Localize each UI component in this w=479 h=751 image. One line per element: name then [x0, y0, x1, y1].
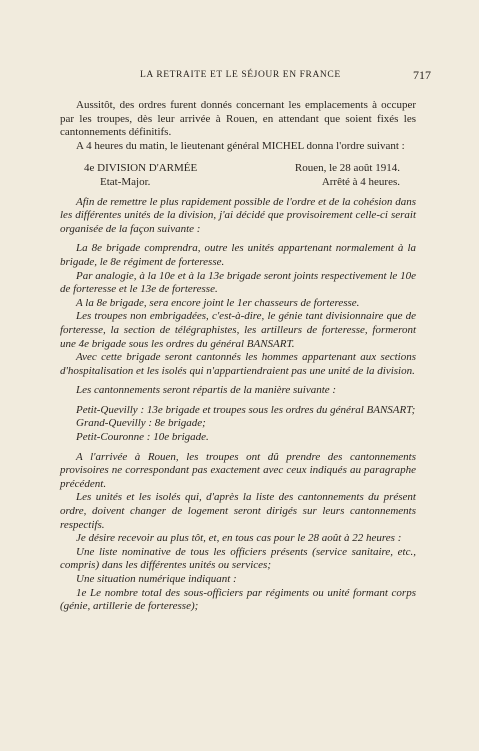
order-paragraph-5: Les troupes non embrigadées, c'est-à-dire, le génie tant divisionnaire que de forteresse, la section de télégraphistes, les artilleurs de forteresse, formeront une 4e brigade sous les ordres du général BANSART.: [60, 310, 416, 350]
order-paragraph-3: Par analogie, à la 10e et à la 13e brigade seront joints respectivement le 10e de forteresse et le 13e de forteresse.: [60, 269, 416, 296]
intro-paragraph-1: Aussitôt, des ordres furent donnés concernant les emplacements à occuper par les troupes, dès leur arrivée à Rouen, en attendant que soient fixés les cantonnements définitifs.: [60, 99, 416, 139]
order-time: Arrêté à 4 heures.: [321, 175, 400, 188]
order-paragraph-1: Afin de remettre le plus rapidement possible de l'ordre et de la cohésion dans les différentes unités de la division, j'ai décidé que provisoirement celle-ci serait organisée de la façon suivante :: [60, 195, 416, 235]
order-paragraph-4: A la 8e brigade, sera encore joint le 1er chasseurs de forteresse.: [76, 296, 360, 309]
closing-paragraph-5: Une situation numérique indiquant :: [76, 573, 237, 585]
closing-paragraph-6: 1e Le nombre total des sous-officiers par régiments ou unité formant corps (génie, artillerie de forteresse);: [60, 586, 416, 613]
order-paragraph-2: La 8e brigade comprendra, outre les unités appartenant normalement à la brigade, le 8e régiment de forteresse.: [60, 242, 416, 268]
cantonnement-item: Petit-Couronne : 10e brigade.: [76, 431, 209, 444]
closing-paragraph-1: A l'arrivée à Rouen, les troupes ont dû prendre des cantonnements provisoires ne correspondant pas exactement avec ceux indiqués au paragraphe précédent.: [60, 450, 416, 490]
page-number: 717: [413, 68, 431, 82]
cantonnements-intro: Les cantonnements seront répartis de la manière suivante :: [76, 384, 337, 397]
order-place-date: Rouen, le 28 août 1914.: [294, 162, 400, 175]
closing-paragraph-4: Une liste nominative de tous les officiers présents (service sanitaire, etc., compris) dans les différentes unités ou services;: [60, 545, 416, 572]
order-staff: Etat-Major.: [100, 175, 151, 188]
intro-paragraph-2: A 4 heures du matin, le lieutenant général MICHEL donna l'ordre suivant :: [76, 139, 405, 152]
cantonnement-item: Grand-Quevilly : 8e brigade;: [76, 417, 206, 430]
cantonnement-item: Petit-Quevilly : 13e brigade et troupes sous les ordres du général BANSART;: [76, 403, 416, 416]
closing-paragraph-2: Les unités et les isolés qui, d'après la liste des cantonnements du présent ordre, doivent changer de logement seront dirigés sur leurs cantonnements respectifs.: [60, 491, 416, 531]
order-division: 4e DIVISION D'ARMÉE: [84, 162, 198, 175]
order-header-line-1: [60, 162, 416, 176]
running-title: LA RETRAITE ET LE SÉJOUR EN FRANCE: [140, 70, 341, 80]
closing-paragraph-3: Je désire recevoir au plus tôt, et, en tous cas pour le 28 août à 22 heures :: [76, 532, 402, 545]
page-body: [60, 99, 416, 614]
order-header-line-2: [60, 176, 416, 190]
order-paragraph-6: Avec cette brigade seront cantonnés les hommes appartenant aux sections d'hospitalisation et les isolés qui n'appartiendraient pas une unité de la division.: [60, 351, 416, 377]
page-header: [80, 70, 431, 84]
